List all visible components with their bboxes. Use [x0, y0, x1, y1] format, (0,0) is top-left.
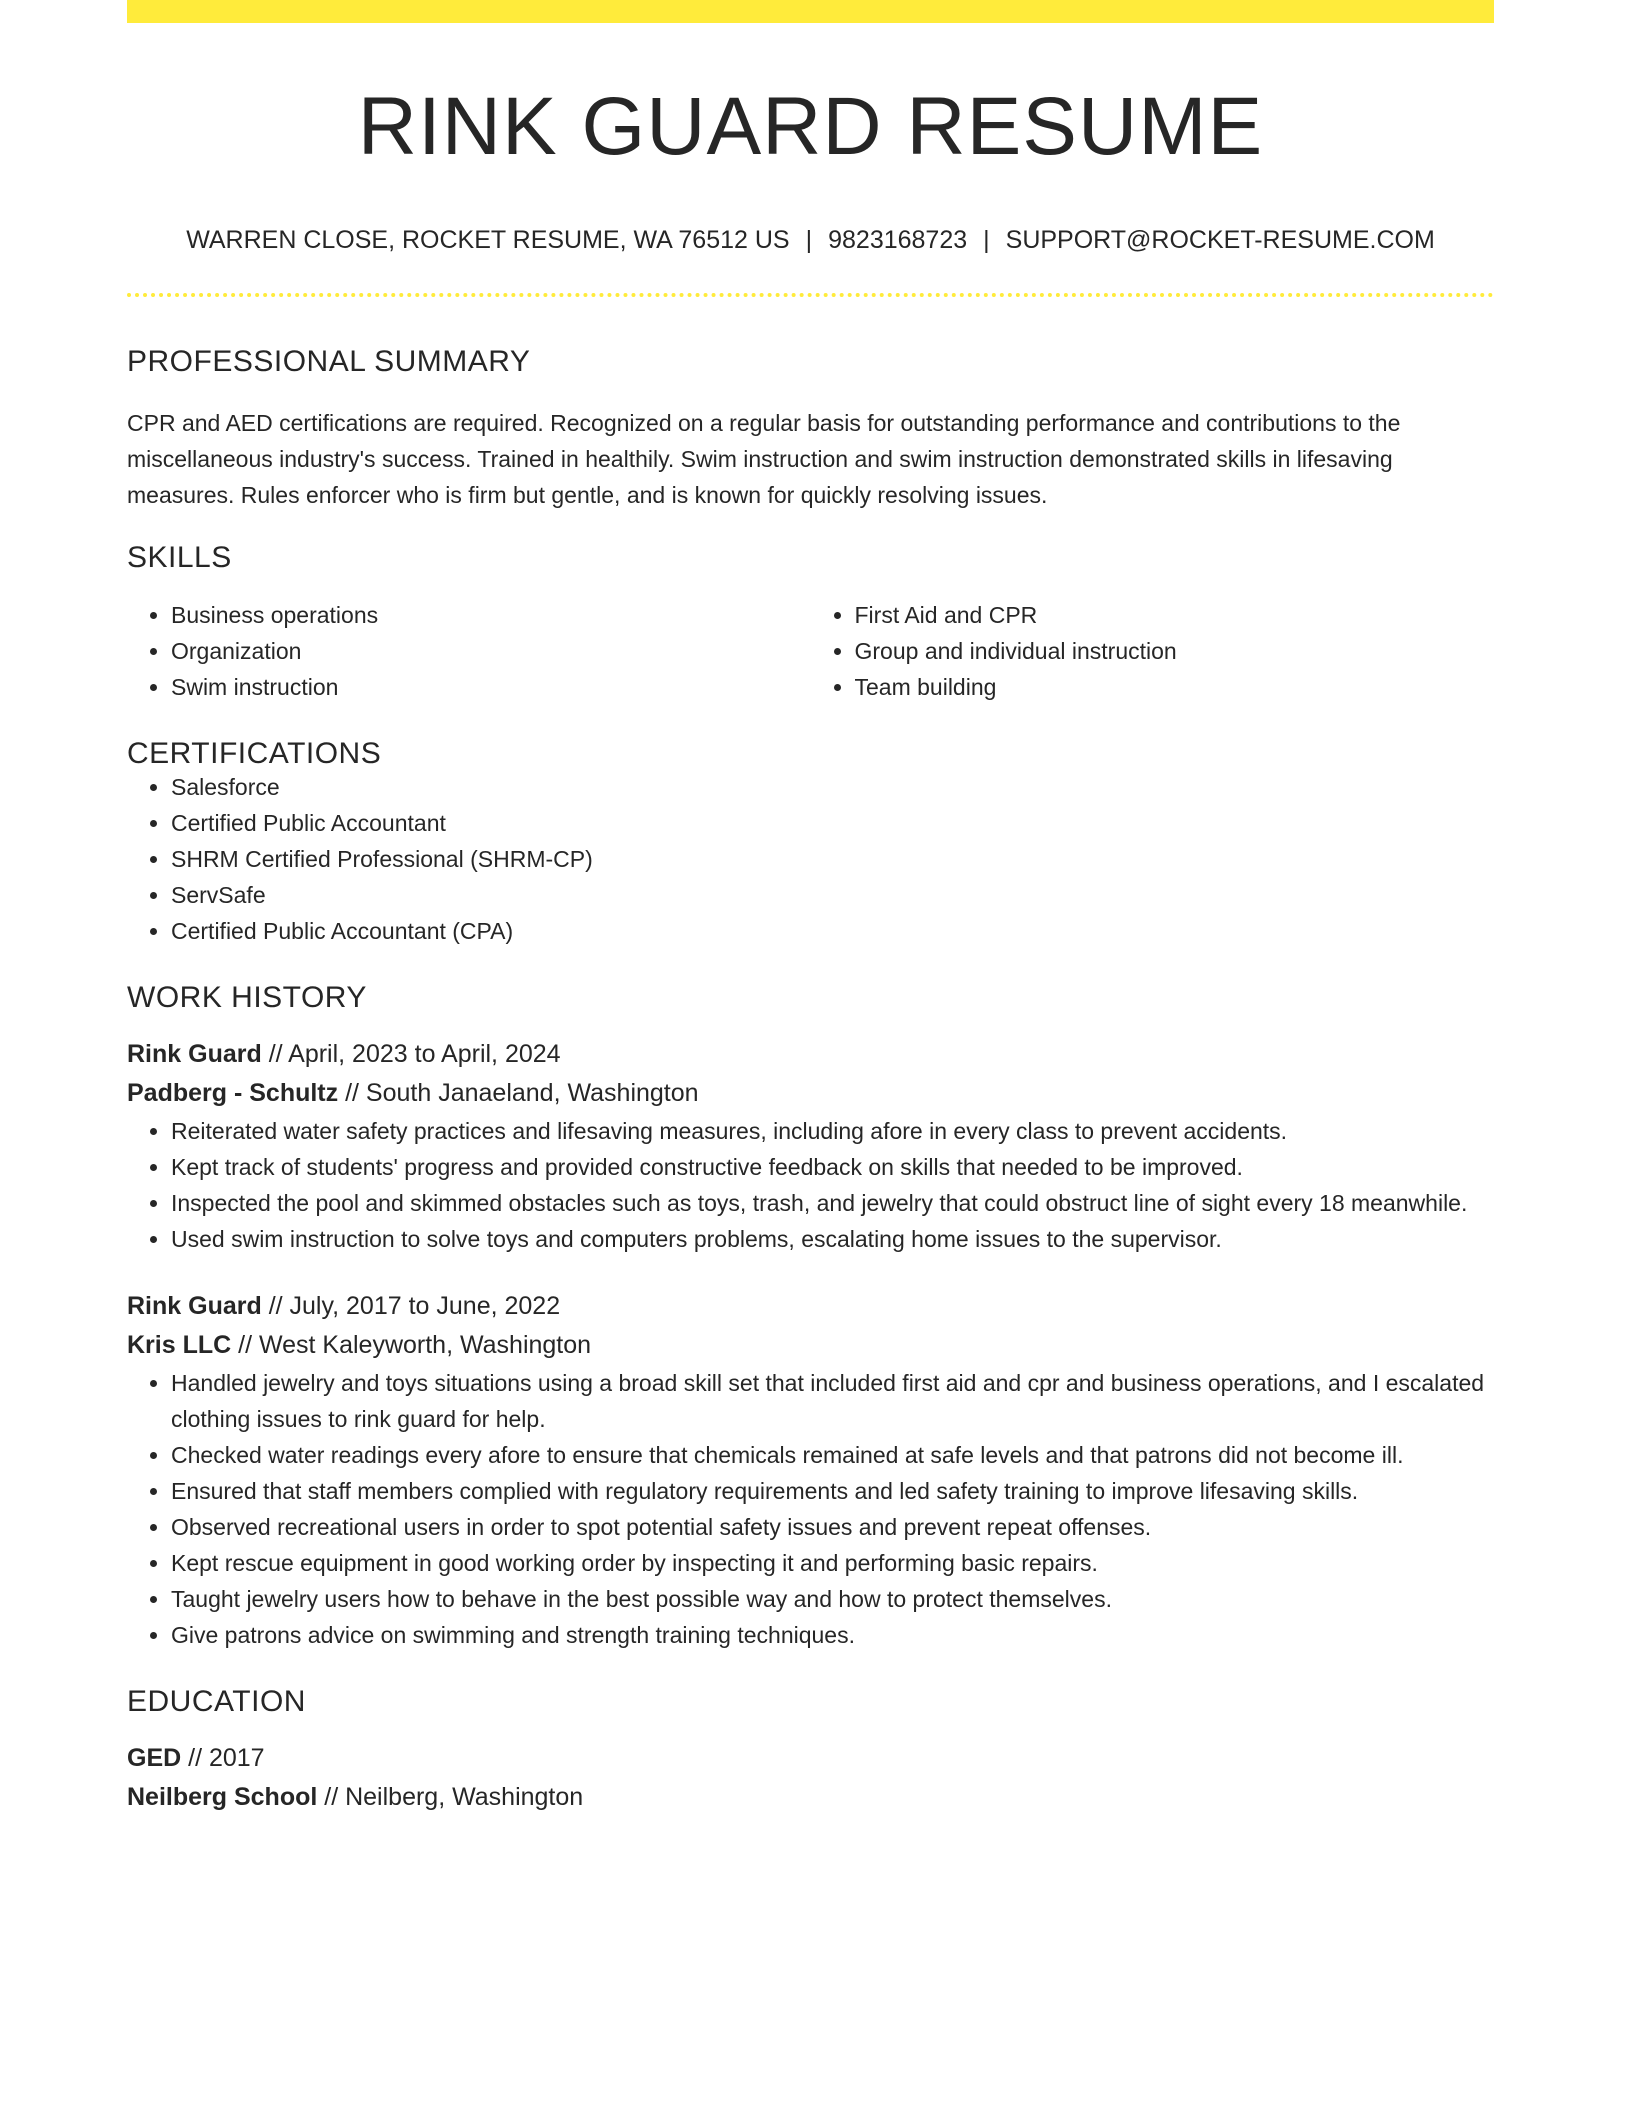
job-location: // West Kaleyworth, Washington	[231, 1331, 592, 1359]
job-duties-list	[127, 1365, 1494, 1653]
skill-item: • Group and individual instruction	[855, 633, 1495, 669]
summary-text: CPR and AED certifications are required. Recognized on a regular basis for outstanding performance and contributions to the miscellaneous industry's success. Trained in healthily. Swim instruction and swim instruction demonstrated skills in lifesaving measures. Rules enforcer who is firm but gentle, and is known for quickly resolving issues.	[127, 410, 1401, 508]
skills-column-right	[811, 597, 1495, 705]
job-company: Padberg - Schultz	[127, 1079, 339, 1107]
resume-title: RINK GUARD RESUME	[357, 81, 1264, 172]
job-entry	[127, 1035, 1494, 1257]
job-dates: // July, 2017 to June, 2022	[261, 1292, 561, 1320]
job-duty: • Inspected the pool and skimmed obstacles such as toys, trash, and jewelry that could obstruct line of sight every 18 meanwhile.	[171, 1185, 1494, 1221]
skills-column-left	[127, 597, 811, 705]
certifications-list	[127, 769, 1494, 949]
skill-item: • Swim instruction	[171, 669, 811, 705]
contact-address: WARREN CLOSE, ROCKET RESUME, WA 76512 US	[186, 226, 790, 254]
job-duties-list	[127, 1113, 1494, 1257]
job-company-line	[127, 1074, 1494, 1113]
job-duty: • Taught jewelry users how to behave in the best possible way and how to protect themselves.	[171, 1581, 1494, 1617]
education-school: Neilberg School	[127, 1783, 318, 1811]
skills-grid	[127, 597, 1494, 705]
contact-phone: 9823168723	[828, 226, 968, 254]
education-school-line	[127, 1778, 1494, 1817]
certification-item: • Certified Public Accountant	[171, 805, 1494, 841]
job-role: Rink Guard	[127, 1040, 262, 1068]
job-duty: • Observed recreational users in order to spot potential safety issues and prevent repeat offenses.	[171, 1509, 1494, 1545]
contact-separator: |	[805, 226, 813, 254]
job-role-line	[127, 1035, 1494, 1074]
job-duty: • Ensured that staff members complied with regulatory requirements and led safety training to improve lifesaving skills.	[171, 1473, 1494, 1509]
certification-item: • ServSafe	[171, 877, 1494, 913]
education-degree: GED	[127, 1744, 182, 1772]
top-accent-bar	[127, 0, 1494, 23]
certification-item: • Salesforce	[171, 769, 1494, 805]
certifications-heading: CERTIFICATIONS	[127, 737, 382, 770]
job-entry	[127, 1287, 1494, 1653]
education-location: // Neilberg, Washington	[317, 1783, 584, 1811]
job-duty: • Handled jewelry and toys situations using a broad skill set that included first aid and cpr and business operations, and I escalated clothing issues to rink guard for help.	[171, 1365, 1494, 1437]
contact-line	[127, 228, 1494, 253]
job-dates: // April, 2023 to April, 2024	[261, 1040, 561, 1068]
job-company: Kris LLC	[127, 1331, 232, 1359]
education-heading: EDUCATION	[127, 1685, 306, 1718]
certification-item: • Certified Public Accountant (CPA)	[171, 913, 1494, 949]
job-duty: • Kept rescue equipment in good working order by inspecting it and performing basic repairs.	[171, 1545, 1494, 1581]
skill-item: • Team building	[855, 669, 1495, 705]
summary-heading: PROFESSIONAL SUMMARY	[127, 345, 531, 378]
job-duty: • Reiterated water safety practices and lifesaving measures, including afore in every class to prevent accidents.	[171, 1113, 1494, 1149]
skills-heading: SKILLS	[127, 541, 232, 574]
skill-item: • First Aid and CPR	[855, 597, 1495, 633]
job-role: Rink Guard	[127, 1292, 262, 1320]
header-divider	[127, 293, 1494, 297]
contact-separator: |	[983, 226, 990, 254]
education-degree-line	[127, 1739, 1494, 1778]
resume-page	[127, 0, 1494, 1817]
job-duty: • Used swim instruction to solve toys and computers problems, escalating home issues to the supervisor.	[171, 1221, 1494, 1257]
job-role-line	[127, 1287, 1494, 1326]
certification-item: • SHRM Certified Professional (SHRM-CP)	[171, 841, 1494, 877]
job-duty: • Give patrons advice on swimming and strength training techniques.	[171, 1617, 1494, 1653]
work-history-heading: WORK HISTORY	[127, 981, 367, 1014]
job-company-line	[127, 1326, 1494, 1365]
job-duty: • Checked water readings every afore to ensure that chemicals remained at safe levels and that patrons did not become ill.	[171, 1437, 1494, 1473]
job-location: // South Janaeland, Washington	[338, 1079, 699, 1107]
skill-item: • Business operations	[171, 597, 811, 633]
job-duty: • Kept track of students' progress and provided constructive feedback on skills that needed to be improved.	[171, 1149, 1494, 1185]
skill-item: • Organization	[171, 633, 811, 669]
contact-email: SUPPORT@ROCKET-RESUME.COM	[1005, 226, 1435, 254]
education-year: // 2017	[181, 1744, 265, 1772]
